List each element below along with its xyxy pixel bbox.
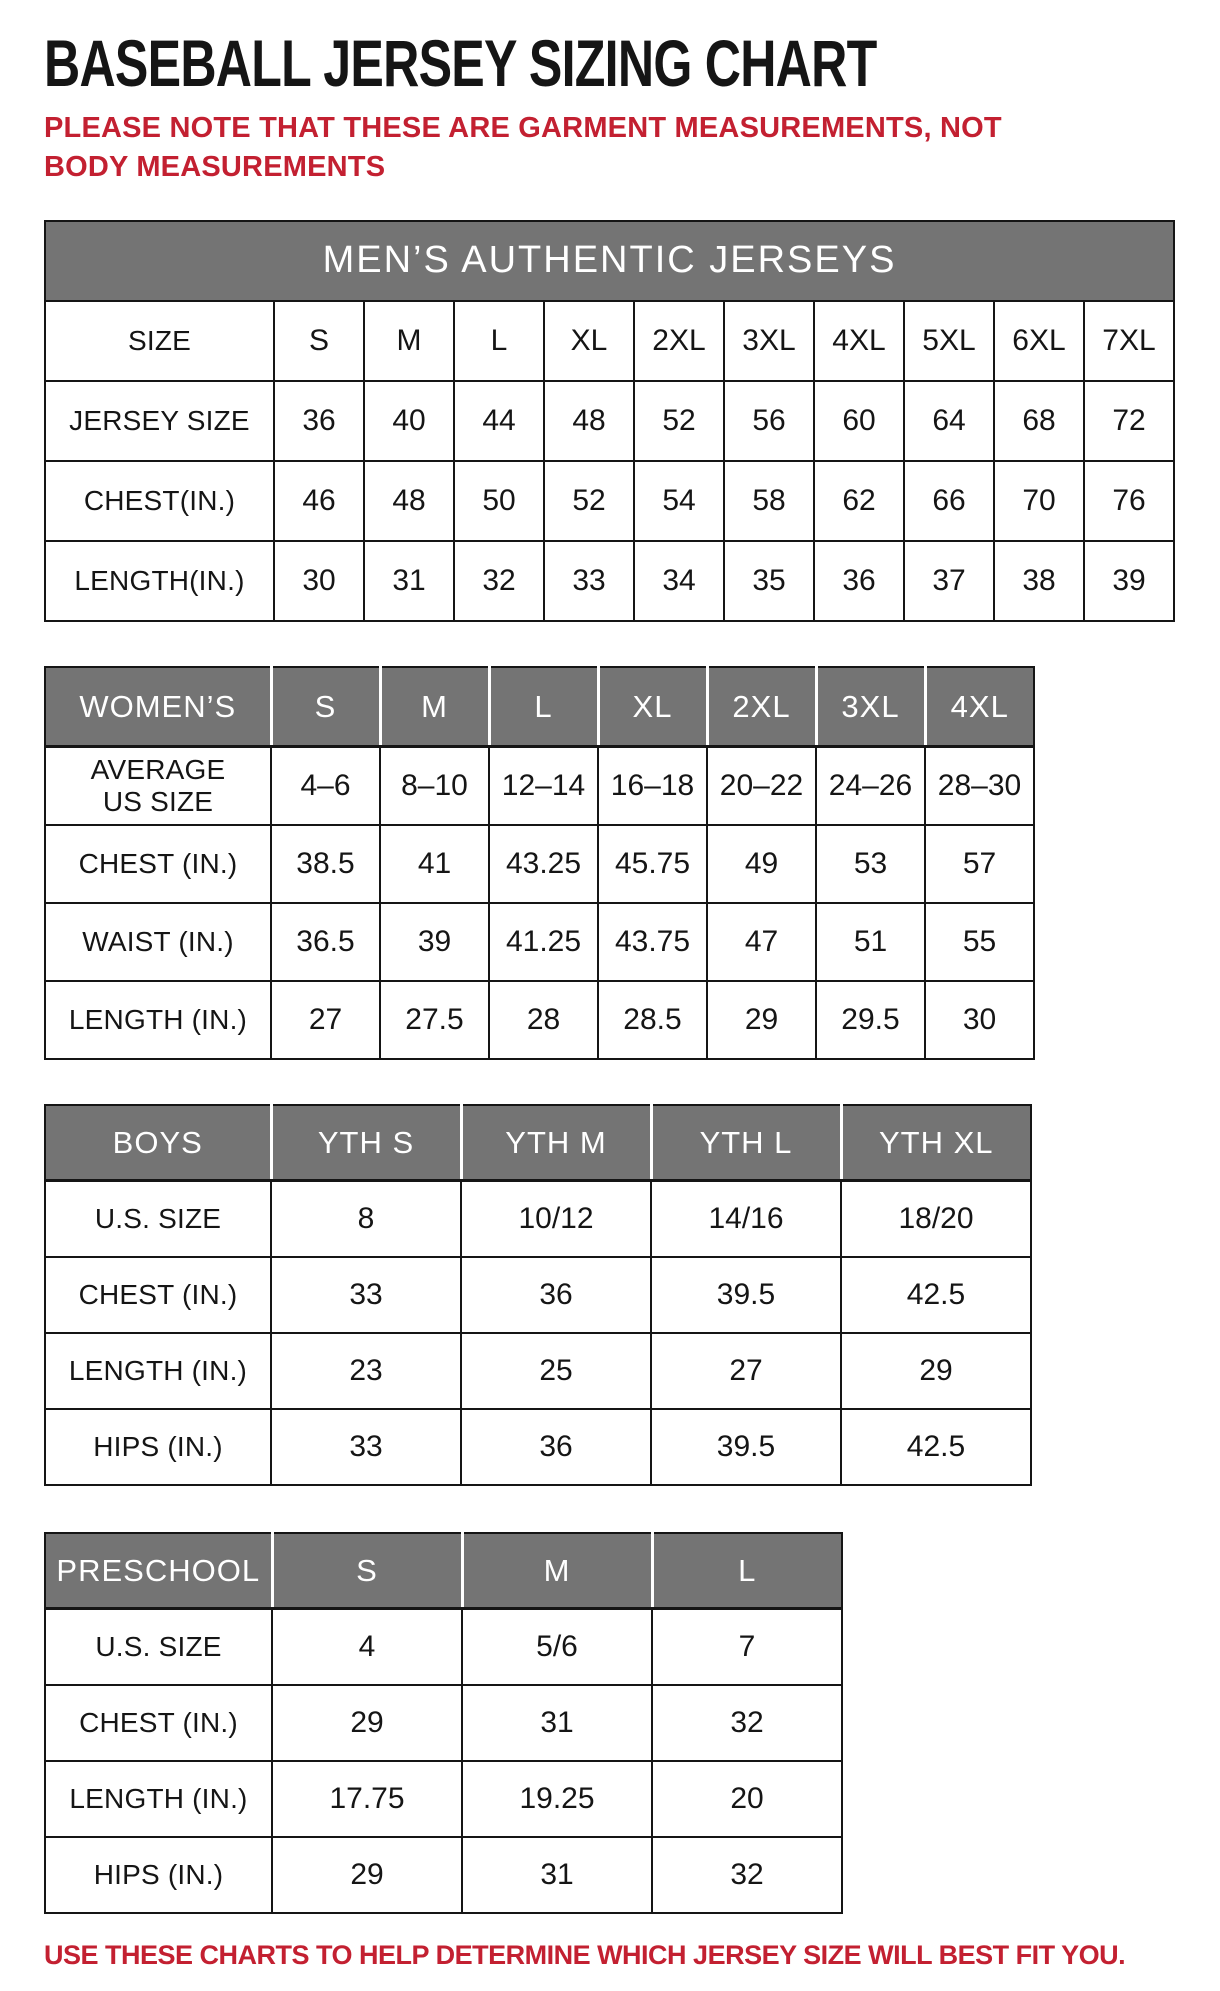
- row-label: LENGTH (IN.): [45, 981, 271, 1059]
- size-header-row: [45, 667, 1034, 747]
- row-label: U.S. SIZE: [45, 1609, 272, 1685]
- value-cell: 51: [816, 903, 925, 981]
- value-cell: 20–22: [707, 747, 816, 825]
- value-cell: 7XL: [1084, 301, 1174, 381]
- value-cell: 39.5: [651, 1257, 841, 1333]
- value-cell: 72: [1084, 381, 1174, 461]
- size-header-cell: 4XL: [925, 667, 1034, 747]
- value-cell: 14/16: [651, 1181, 841, 1257]
- size-header-cell: XL: [598, 667, 707, 747]
- value-cell: 36: [814, 541, 904, 621]
- value-cell: 32: [652, 1837, 842, 1913]
- table-row: [45, 1685, 842, 1761]
- value-cell: 50: [454, 461, 544, 541]
- value-cell: 36: [461, 1409, 651, 1485]
- value-cell: 76: [1084, 461, 1174, 541]
- preschool-sizing-table-section: [44, 1532, 1200, 1914]
- row-label: CHEST(IN.): [45, 461, 274, 541]
- size-header-cell: YTH L: [651, 1105, 841, 1181]
- value-cell: S: [274, 301, 364, 381]
- value-cell: 28–30: [925, 747, 1034, 825]
- value-cell: 35: [724, 541, 814, 621]
- table-title-cell: WOMEN’S: [45, 667, 271, 747]
- row-label: JERSEY SIZE: [45, 381, 274, 461]
- table-row: [45, 1837, 842, 1913]
- value-cell: 37: [904, 541, 994, 621]
- value-cell: 27: [271, 981, 380, 1059]
- value-cell: 54: [634, 461, 724, 541]
- value-cell: 33: [271, 1409, 461, 1485]
- value-cell: 48: [364, 461, 454, 541]
- value-cell: 40: [364, 381, 454, 461]
- table-row: [45, 825, 1034, 903]
- value-cell: 36.5: [271, 903, 380, 981]
- value-cell: 64: [904, 381, 994, 461]
- value-cell: 34: [634, 541, 724, 621]
- value-cell: 41.25: [489, 903, 598, 981]
- value-cell: 56: [724, 381, 814, 461]
- value-cell: 70: [994, 461, 1084, 541]
- value-cell: 47: [707, 903, 816, 981]
- table-row: [45, 747, 1034, 825]
- value-cell: 10/12: [461, 1181, 651, 1257]
- row-label: U.S. SIZE: [45, 1181, 271, 1257]
- value-cell: 7: [652, 1609, 842, 1685]
- row-label: LENGTH(IN.): [45, 541, 274, 621]
- row-label: HIPS (IN.): [45, 1409, 271, 1485]
- value-cell: 29: [272, 1685, 462, 1761]
- value-cell: 28.5: [598, 981, 707, 1059]
- value-cell: 45.75: [598, 825, 707, 903]
- value-cell: 31: [462, 1685, 652, 1761]
- value-cell: 6XL: [994, 301, 1084, 381]
- value-cell: 32: [652, 1685, 842, 1761]
- value-cell: 20: [652, 1761, 842, 1837]
- value-cell: 62: [814, 461, 904, 541]
- table-banner: MEN’S AUTHENTIC JERSEYS: [45, 221, 1174, 301]
- row-label: HIPS (IN.): [45, 1837, 272, 1913]
- value-cell: 30: [274, 541, 364, 621]
- size-header-row: [45, 1533, 842, 1609]
- table-row: [45, 1181, 1031, 1257]
- value-cell: 17.75: [272, 1761, 462, 1837]
- value-cell: 52: [544, 461, 634, 541]
- row-label: AVERAGE US SIZE: [45, 747, 271, 825]
- value-cell: 29.5: [816, 981, 925, 1059]
- value-cell: 28: [489, 981, 598, 1059]
- value-cell: 31: [364, 541, 454, 621]
- value-cell: 4: [272, 1609, 462, 1685]
- value-cell: 16–18: [598, 747, 707, 825]
- womens-sizing-table-section: [44, 666, 1200, 1060]
- value-cell: 36: [274, 381, 364, 461]
- value-cell: 3XL: [724, 301, 814, 381]
- value-cell: 29: [272, 1837, 462, 1913]
- row-label: CHEST (IN.): [45, 825, 271, 903]
- value-cell: 39: [380, 903, 489, 981]
- value-cell: 46: [274, 461, 364, 541]
- row-label: SIZE: [45, 301, 274, 381]
- value-cell: 58: [724, 461, 814, 541]
- value-cell: 36: [461, 1257, 651, 1333]
- size-header-cell: L: [489, 667, 598, 747]
- value-cell: 43.75: [598, 903, 707, 981]
- size-header-cell: S: [272, 1533, 462, 1609]
- page-title: [44, 28, 1200, 99]
- preschool-table: [44, 1532, 843, 1914]
- value-cell: 32: [454, 541, 544, 621]
- page-title-text: BASEBALL JERSEY SIZING CHART: [44, 26, 877, 100]
- value-cell: 42.5: [841, 1257, 1031, 1333]
- size-header-cell: 2XL: [707, 667, 816, 747]
- boys-table: [44, 1104, 1032, 1486]
- size-header-cell: M: [380, 667, 489, 747]
- value-cell: 27.5: [380, 981, 489, 1059]
- value-cell: 57: [925, 825, 1034, 903]
- value-cell: 43.25: [489, 825, 598, 903]
- value-cell: 2XL: [634, 301, 724, 381]
- value-cell: 8–10: [380, 747, 489, 825]
- value-cell: 4–6: [271, 747, 380, 825]
- table-title-cell: BOYS: [45, 1105, 271, 1181]
- value-cell: L: [454, 301, 544, 381]
- value-cell: 48: [544, 381, 634, 461]
- row-label: CHEST (IN.): [45, 1257, 271, 1333]
- size-header-cell: 3XL: [816, 667, 925, 747]
- table-row: [45, 381, 1174, 461]
- row-label: LENGTH (IN.): [45, 1333, 271, 1409]
- value-cell: 44: [454, 381, 544, 461]
- value-cell: 55: [925, 903, 1034, 981]
- value-cell: 41: [380, 825, 489, 903]
- table-row: [45, 1333, 1031, 1409]
- value-cell: 12–14: [489, 747, 598, 825]
- value-cell: 5/6: [462, 1609, 652, 1685]
- table-row: [45, 903, 1034, 981]
- value-cell: 42.5: [841, 1409, 1031, 1485]
- table-row: [45, 1409, 1031, 1485]
- value-cell: 49: [707, 825, 816, 903]
- fit-guidance-note: USE THESE CHARTS TO HELP DETERMINE WHICH JERSEY SIZE WILL BEST FIT YOU.: [44, 1939, 1126, 1970]
- value-cell: 33: [544, 541, 634, 621]
- value-cell: M: [364, 301, 454, 381]
- garment-measurements-note: PLEASE NOTE THAT THESE ARE GARMENT MEASUREMENTS, NOT BODY MEASUREMENTS: [44, 112, 1002, 183]
- size-header-row: [45, 1105, 1031, 1181]
- womens-table: [44, 666, 1035, 1060]
- value-cell: 18/20: [841, 1181, 1031, 1257]
- table-row: [45, 541, 1174, 621]
- value-cell: 19.25: [462, 1761, 652, 1837]
- value-cell: 29: [841, 1333, 1031, 1409]
- mens-table: [44, 220, 1175, 622]
- value-cell: 30: [925, 981, 1034, 1059]
- size-header-cell: YTH S: [271, 1105, 461, 1181]
- boys-sizing-table-section: [44, 1104, 1200, 1486]
- value-cell: 8: [271, 1181, 461, 1257]
- value-cell: 33: [271, 1257, 461, 1333]
- table-row: [45, 1761, 842, 1837]
- value-cell: 68: [994, 381, 1084, 461]
- table-row: [45, 461, 1174, 541]
- table-row: [45, 1257, 1031, 1333]
- row-label: WAIST (IN.): [45, 903, 271, 981]
- value-cell: 23: [271, 1333, 461, 1409]
- size-header-cell: L: [652, 1533, 842, 1609]
- value-cell: 4XL: [814, 301, 904, 381]
- value-cell: 66: [904, 461, 994, 541]
- row-label: CHEST (IN.): [45, 1685, 272, 1761]
- table-row: [45, 301, 1174, 381]
- table-row: [45, 1609, 842, 1685]
- table-row: [45, 981, 1034, 1059]
- value-cell: 39.5: [651, 1409, 841, 1485]
- size-header-cell: S: [271, 667, 380, 747]
- value-cell: 24–26: [816, 747, 925, 825]
- mens-sizing-table-section: [44, 220, 1200, 622]
- value-cell: 25: [461, 1333, 651, 1409]
- value-cell: 5XL: [904, 301, 994, 381]
- value-cell: 39: [1084, 541, 1174, 621]
- value-cell: 38.5: [271, 825, 380, 903]
- size-header-cell: YTH M: [461, 1105, 651, 1181]
- value-cell: 60: [814, 381, 904, 461]
- value-cell: 27: [651, 1333, 841, 1409]
- value-cell: XL: [544, 301, 634, 381]
- value-cell: 52: [634, 381, 724, 461]
- value-cell: 53: [816, 825, 925, 903]
- value-cell: 31: [462, 1837, 652, 1913]
- table-title-cell: PRESCHOOL: [45, 1533, 272, 1609]
- row-label: LENGTH (IN.): [45, 1761, 272, 1837]
- size-header-cell: YTH XL: [841, 1105, 1031, 1181]
- value-cell: 38: [994, 541, 1084, 621]
- size-header-cell: M: [462, 1533, 652, 1609]
- value-cell: 29: [707, 981, 816, 1059]
